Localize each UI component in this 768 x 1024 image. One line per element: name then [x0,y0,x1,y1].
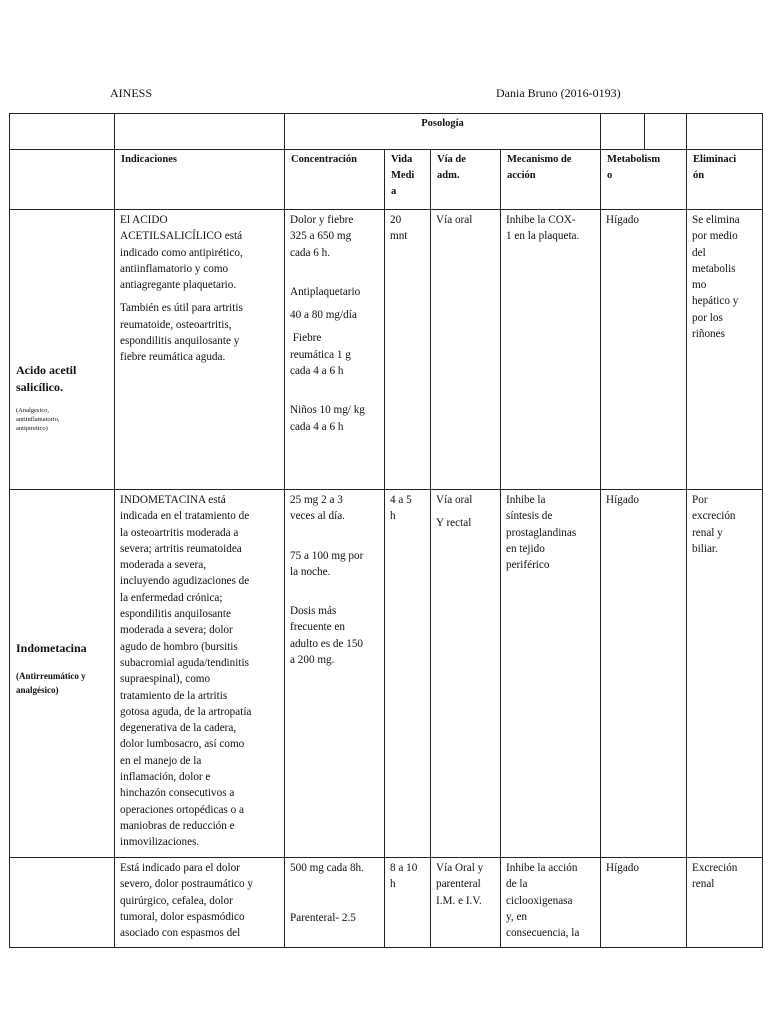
empty-cell [601,114,645,150]
metabolismo-cell: Hígado [601,858,687,948]
dose-block: Fiebre reumática 1 g cada 4 a 6 h [290,332,351,378]
concentracion-cell: 500 mg cada 8h. Parenteral- 2.5 [285,858,385,948]
dose-block: 25 mg 2 a 3 veces al día. [290,494,345,523]
concentracion-cell [285,210,385,490]
vida-media-cell: 20 mnt [385,210,431,490]
drug-cell [10,210,115,490]
author-line: Dania Bruno (2016-0193) [496,86,621,100]
posologia-header: Posología [285,114,601,150]
indicaciones-cell: Está indicado para el dolor severo, dolor postraumático y quirúrgico, cefalea, dolor tumoral, dolor espasmódico asociado con espasmos del [115,858,285,948]
vida-media-cell: 8 a 10 h [385,858,431,948]
header-indicaciones: Indicaciones [115,150,285,210]
header-vida-media: Vida Medi a [385,150,431,210]
dose-block: Dolor y fiebre 325 a 650 mg cada 6 h. [290,214,354,259]
empty-cell [10,114,115,150]
header-via: Vía de adm. [431,150,501,210]
dose-block: Dosis más frecuente en adulto es de 150 a 200 mg. [290,605,364,667]
metabolismo-cell: Hígado [601,210,687,490]
vida-media-cell: 4 a 5 h [385,490,431,858]
empty-cell [10,150,115,210]
empty-cell [645,114,687,150]
concentracion-cell [285,490,385,858]
posologia-row [10,114,763,150]
drug-name: Indometacina [16,641,87,655]
header-mecanismo: Mecanismo de acción [501,150,601,210]
header-eliminacion: Eliminaci ón [687,150,763,210]
eliminacion-cell: Excreción renal [687,858,763,948]
ainess-table [9,113,763,948]
column-header-row [10,150,763,210]
table-row [10,490,763,858]
indicaciones-paragraph: También es útil para artritis reumatoide, osteoartritis, espondilitis anquilosante y fiebre reumática aguda. [120,302,243,364]
via-cell: Vía oral Y rectal [431,490,501,858]
document-title: AINESS [110,86,153,100]
drug-category: (Analgesico, antiinflamatorio, antipiretico) [16,407,60,432]
mecanismo-cell: Inhibe la COX- 1 en la plaqueta. [501,210,601,490]
metabolismo-cell: Hígado [601,490,687,858]
indicaciones-paragraph: El ACIDO ACETILSALICÍLICO está indicado como antipirético, antiinflamatorio y como antiagregante plaquetario. [120,214,243,292]
table-row [10,210,763,490]
eliminacion-cell: Se elimina por medio del metabolis mo hepático y por los riñones [687,210,763,490]
via-cell: Vía oral [431,210,501,490]
drug-cell [10,858,115,948]
indicaciones-paragraph: INDOMETACINA está indicada en el tratamiento de la osteoartritis moderada a severa; artritis reumatoidea moderada a severa, incluyendo agudizaciones de la enfermedad crónica; espondilitis anquilosante moderada a severa; dolor agudo de hombro (bursitis subacromial aguda/tendinitis supraespinal), como tratamiento de la artritis gotosa aguda, de la artropatía degenerativa de la cadera, dolor lumbosacro, así como en el manejo de la inflamación, dolor e hinchazón consecutivos a operaciones ortopédicas o a maniobras de reducción e inmovilizaciones. [120,494,252,849]
indicaciones-cell [115,490,285,858]
mecanismo-cell: Inhibe la síntesis de prostaglandinas en tejido periférico [501,490,601,858]
dose-block: Niños 10 mg/ kg cada 4 a 6 h [290,404,365,433]
drug-name: Acido acetil salicílico. [16,363,77,394]
empty-cell [115,114,285,150]
mecanismo-cell: Inhibe la acción de la ciclooxigenasa y, en consecuencia, la [501,858,601,948]
header-metabolismo: Metabolism o [601,150,687,210]
dose-block: Antiplaquetario [290,285,361,298]
indicaciones-cell [115,210,285,490]
dose-block: 40 a 80 mg/día [290,309,357,322]
header-concentracion: Concentración [285,150,385,210]
empty-cell [687,114,763,150]
via-cell: Vía Oral y parenteral I.M. e I.V. [431,858,501,948]
drug-category: (Antirreumático y analgésico) [16,671,86,695]
dose-block: 75 a 100 mg por la noche. [290,549,364,578]
table-row [10,858,763,948]
eliminacion-cell: Por excreción renal y biliar. [687,490,763,858]
drug-cell [10,490,115,858]
